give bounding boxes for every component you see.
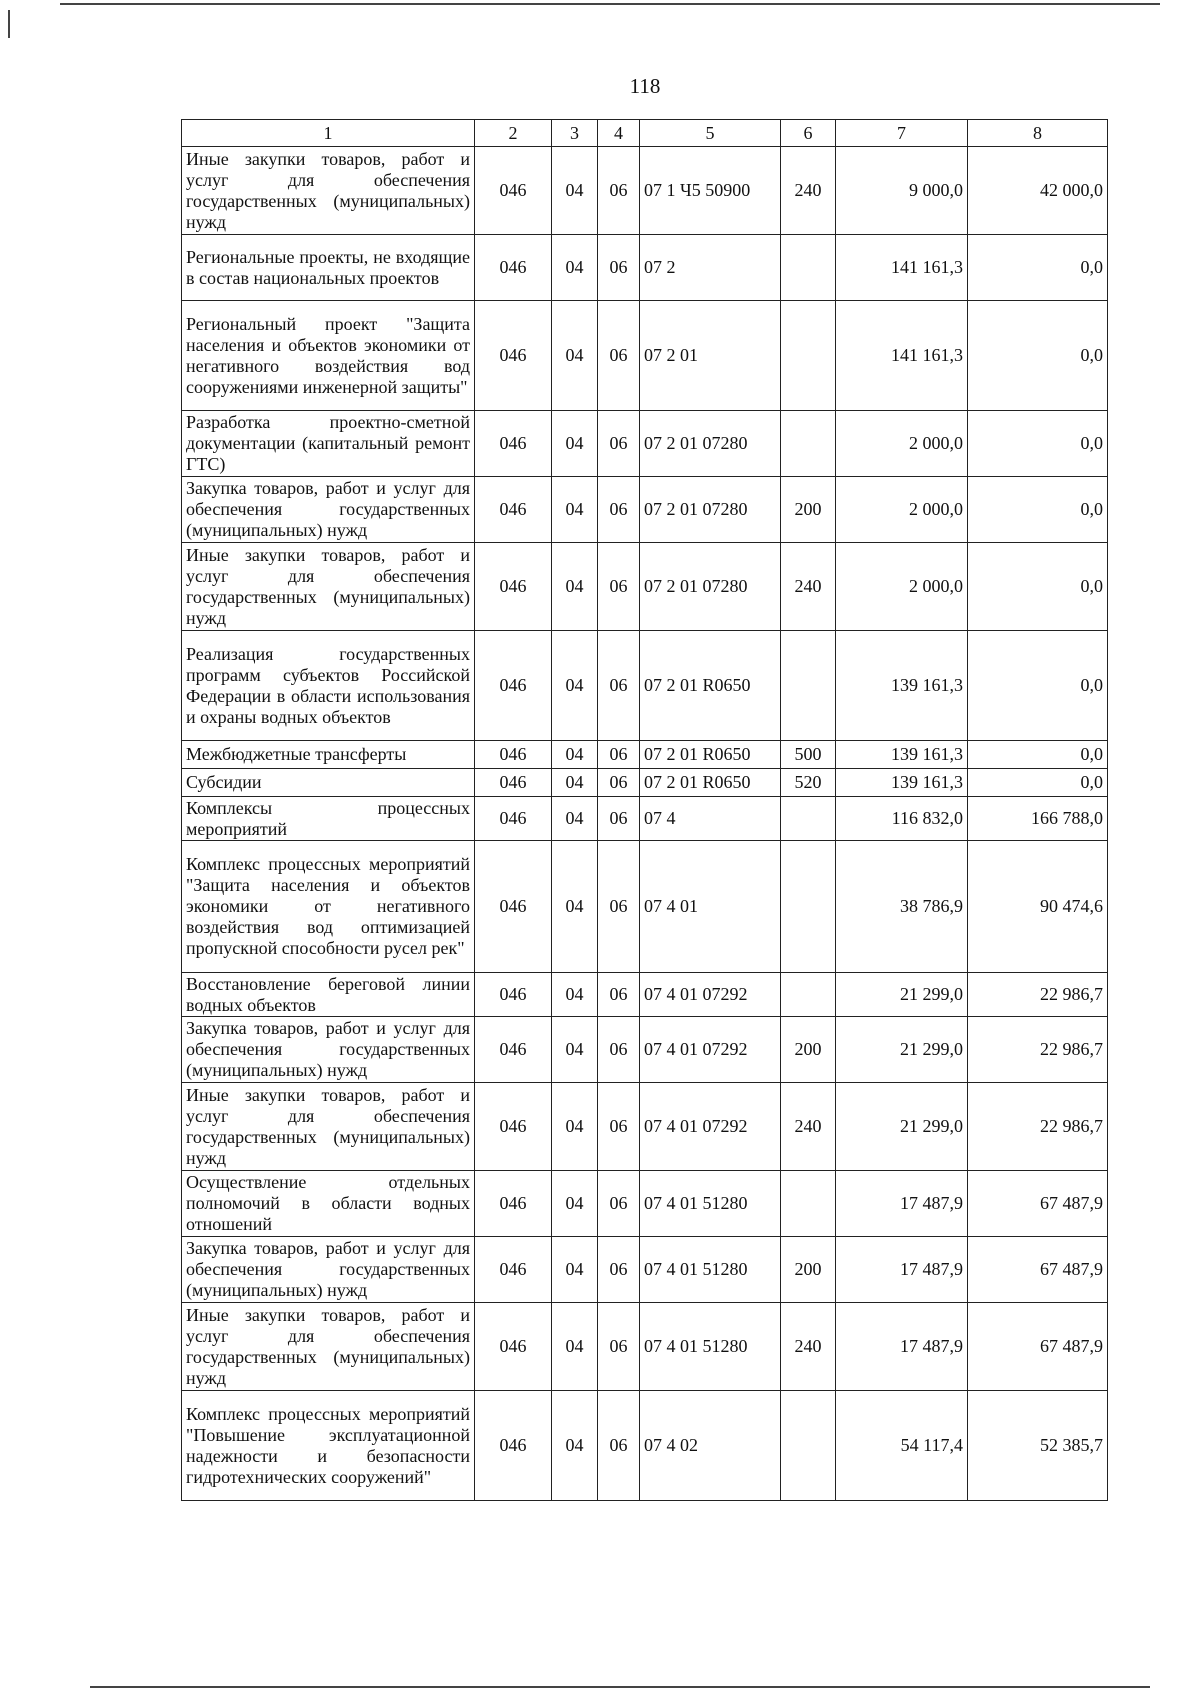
- row-grbs-cell: 046: [475, 769, 552, 797]
- row-amount-1-cell: 2 000,0: [836, 543, 968, 631]
- header-cell: 4: [598, 120, 640, 147]
- row-amount-1-cell: 38 786,9: [836, 841, 968, 973]
- table-row: [182, 973, 1108, 1017]
- header-row: [182, 120, 1108, 147]
- row-amount-2-cell: 22 986,7: [968, 1017, 1108, 1083]
- row-name-cell: Разработка проектно-сметной документации (капитальный ремонт ГТС): [182, 411, 475, 477]
- row-amount-2-cell: 0,0: [968, 477, 1108, 543]
- row-target-article-cell: 07 1 Ч5 50900: [640, 147, 781, 235]
- row-expense-type-cell: 200: [781, 1237, 836, 1303]
- row-target-article-cell: 07 2 01 R0650: [640, 631, 781, 741]
- row-section-cell: 04: [552, 741, 598, 769]
- row-expense-type-cell: 200: [781, 477, 836, 543]
- row-expense-type-cell: [781, 841, 836, 973]
- row-subsection-cell: 06: [598, 1083, 640, 1171]
- table-row: [182, 1237, 1108, 1303]
- row-amount-1-cell: 54 117,4: [836, 1391, 968, 1501]
- row-target-article-cell: 07 2 01 R0650: [640, 741, 781, 769]
- row-section-cell: 04: [552, 477, 598, 543]
- table-row: [182, 1017, 1108, 1083]
- row-grbs-cell: 046: [475, 235, 552, 301]
- row-expense-type-cell: [781, 411, 836, 477]
- row-expense-type-cell: [781, 973, 836, 1017]
- row-name-cell: Закупка товаров, работ и услуг для обеспечения государственных (муниципальных) нужд: [182, 1017, 475, 1083]
- row-section-cell: 04: [552, 147, 598, 235]
- row-amount-1-cell: 21 299,0: [836, 973, 968, 1017]
- row-amount-2-cell: 166 788,0: [968, 797, 1108, 841]
- row-target-article-cell: 07 4 01 07292: [640, 1083, 781, 1171]
- row-amount-1-cell: 2 000,0: [836, 477, 968, 543]
- row-target-article-cell: 07 4 01 07292: [640, 1017, 781, 1083]
- table-row: [182, 235, 1108, 301]
- row-expense-type-cell: 520: [781, 769, 836, 797]
- row-subsection-cell: 06: [598, 797, 640, 841]
- budget-table-body: [182, 147, 1108, 1501]
- row-subsection-cell: 06: [598, 1017, 640, 1083]
- table-row: [182, 841, 1108, 973]
- row-subsection-cell: 06: [598, 841, 640, 973]
- row-name-cell: Осуществление отдельных полномочий в области водных отношений: [182, 1171, 475, 1237]
- row-name-cell: Региональные проекты, не входящие в состав национальных проектов: [182, 235, 475, 301]
- header-cell: 3: [552, 120, 598, 147]
- table-row: [182, 1303, 1108, 1391]
- row-amount-2-cell: 52 385,7: [968, 1391, 1108, 1501]
- row-section-cell: 04: [552, 631, 598, 741]
- row-name-cell: Комплексы процессных мероприятий: [182, 797, 475, 841]
- row-amount-1-cell: 2 000,0: [836, 411, 968, 477]
- row-section-cell: 04: [552, 1391, 598, 1501]
- row-amount-2-cell: 0,0: [968, 543, 1108, 631]
- row-subsection-cell: 06: [598, 235, 640, 301]
- scan-bottom-border: [90, 1686, 1150, 1688]
- row-grbs-cell: 046: [475, 631, 552, 741]
- row-amount-2-cell: 0,0: [968, 411, 1108, 477]
- row-name-cell: Восстановление береговой линии водных объектов: [182, 973, 475, 1017]
- row-amount-1-cell: 21 299,0: [836, 1083, 968, 1171]
- row-subsection-cell: 06: [598, 741, 640, 769]
- row-amount-2-cell: 42 000,0: [968, 147, 1108, 235]
- row-section-cell: 04: [552, 769, 598, 797]
- row-name-cell: Комплекс процессных мероприятий "Защита населения и объектов экономики от негативного воздействия вод оптимизацией пропускной способности русел рек": [182, 841, 475, 973]
- row-expense-type-cell: 200: [781, 1017, 836, 1083]
- header-cell: 1: [182, 120, 475, 147]
- row-section-cell: 04: [552, 797, 598, 841]
- row-grbs-cell: 046: [475, 973, 552, 1017]
- row-amount-2-cell: 22 986,7: [968, 973, 1108, 1017]
- row-expense-type-cell: [781, 1391, 836, 1501]
- row-amount-2-cell: 0,0: [968, 631, 1108, 741]
- row-amount-2-cell: 0,0: [968, 301, 1108, 411]
- row-section-cell: 04: [552, 543, 598, 631]
- row-target-article-cell: 07 4 01 51280: [640, 1303, 781, 1391]
- row-subsection-cell: 06: [598, 543, 640, 631]
- row-grbs-cell: 046: [475, 1237, 552, 1303]
- row-expense-type-cell: [781, 797, 836, 841]
- row-expense-type-cell: 500: [781, 741, 836, 769]
- row-target-article-cell: 07 2 01 R0650: [640, 769, 781, 797]
- row-subsection-cell: 06: [598, 1237, 640, 1303]
- row-section-cell: 04: [552, 1303, 598, 1391]
- row-grbs-cell: 046: [475, 1391, 552, 1501]
- row-target-article-cell: 07 4: [640, 797, 781, 841]
- row-target-article-cell: 07 4 01 07292: [640, 973, 781, 1017]
- page-number: 118: [629, 74, 661, 98]
- row-amount-2-cell: 67 487,9: [968, 1237, 1108, 1303]
- row-expense-type-cell: 240: [781, 1303, 836, 1391]
- row-name-cell: Иные закупки товаров, работ и услуг для обеспечения государственных (муниципальных) нужд: [182, 543, 475, 631]
- row-name-cell: Закупка товаров, работ и услуг для обеспечения государственных (муниципальных) нужд: [182, 1237, 475, 1303]
- row-grbs-cell: 046: [475, 841, 552, 973]
- row-name-cell: Иные закупки товаров, работ и услуг для обеспечения государственных (муниципальных) нужд: [182, 1303, 475, 1391]
- row-section-cell: 04: [552, 1083, 598, 1171]
- row-grbs-cell: 046: [475, 543, 552, 631]
- row-subsection-cell: 06: [598, 411, 640, 477]
- table-row: [182, 543, 1108, 631]
- row-amount-2-cell: 0,0: [968, 741, 1108, 769]
- row-amount-1-cell: 17 487,9: [836, 1171, 968, 1237]
- row-subsection-cell: 06: [598, 1171, 640, 1237]
- row-subsection-cell: 06: [598, 1303, 640, 1391]
- row-target-article-cell: 07 4 01 51280: [640, 1237, 781, 1303]
- row-amount-1-cell: 141 161,3: [836, 235, 968, 301]
- row-grbs-cell: 046: [475, 411, 552, 477]
- row-name-cell: Комплекс процессных мероприятий "Повышение эксплуатационной надежности и безопасности гидротехнических сооружений": [182, 1391, 475, 1501]
- row-target-article-cell: 07 4 01 51280: [640, 1171, 781, 1237]
- row-target-article-cell: 07 2 01 07280: [640, 543, 781, 631]
- table-row: [182, 631, 1108, 741]
- table-row: [182, 741, 1108, 769]
- row-name-cell: Межбюджетные трансферты: [182, 741, 475, 769]
- row-amount-1-cell: 139 161,3: [836, 741, 968, 769]
- row-section-cell: 04: [552, 841, 598, 973]
- row-amount-2-cell: 67 487,9: [968, 1303, 1108, 1391]
- row-expense-type-cell: [781, 631, 836, 741]
- row-target-article-cell: 07 4 01: [640, 841, 781, 973]
- row-subsection-cell: 06: [598, 301, 640, 411]
- row-amount-2-cell: 0,0: [968, 235, 1108, 301]
- row-amount-1-cell: 17 487,9: [836, 1303, 968, 1391]
- row-name-cell: Реализация государственных программ субъектов Российской Федерации в области использования и охраны водных объектов: [182, 631, 475, 741]
- row-subsection-cell: 06: [598, 1391, 640, 1501]
- scan-left-mark: [8, 10, 10, 38]
- row-expense-type-cell: [781, 1171, 836, 1237]
- row-grbs-cell: 046: [475, 1017, 552, 1083]
- row-section-cell: 04: [552, 1017, 598, 1083]
- row-section-cell: 04: [552, 1171, 598, 1237]
- row-target-article-cell: 07 2 01 07280: [640, 411, 781, 477]
- row-subsection-cell: 06: [598, 477, 640, 543]
- row-target-article-cell: 07 4 02: [640, 1391, 781, 1501]
- row-section-cell: 04: [552, 411, 598, 477]
- row-section-cell: 04: [552, 1237, 598, 1303]
- scan-top-border: [60, 3, 1160, 5]
- row-section-cell: 04: [552, 301, 598, 411]
- row-name-cell: Субсидии: [182, 769, 475, 797]
- row-name-cell: Иные закупки товаров, работ и услуг для обеспечения государственных (муниципальных) нужд: [182, 147, 475, 235]
- row-grbs-cell: 046: [475, 1303, 552, 1391]
- row-amount-1-cell: 17 487,9: [836, 1237, 968, 1303]
- table-row: [182, 147, 1108, 235]
- row-target-article-cell: 07 2: [640, 235, 781, 301]
- row-grbs-cell: 046: [475, 147, 552, 235]
- row-grbs-cell: 046: [475, 741, 552, 769]
- row-target-article-cell: 07 2 01 07280: [640, 477, 781, 543]
- row-grbs-cell: 046: [475, 301, 552, 411]
- row-expense-type-cell: 240: [781, 543, 836, 631]
- row-amount-2-cell: 67 487,9: [968, 1171, 1108, 1237]
- row-expense-type-cell: 240: [781, 1083, 836, 1171]
- table-row: [182, 477, 1108, 543]
- table-row: [182, 301, 1108, 411]
- row-amount-1-cell: 21 299,0: [836, 1017, 968, 1083]
- header-cell: 5: [640, 120, 781, 147]
- row-amount-1-cell: 139 161,3: [836, 631, 968, 741]
- row-subsection-cell: 06: [598, 631, 640, 741]
- row-amount-2-cell: 22 986,7: [968, 1083, 1108, 1171]
- row-name-cell: Региональный проект "Защита населения и объектов экономики от негативного воздействия вод сооружениями инженерной защиты": [182, 301, 475, 411]
- header-cell: 2: [475, 120, 552, 147]
- row-expense-type-cell: [781, 235, 836, 301]
- row-grbs-cell: 046: [475, 1171, 552, 1237]
- row-target-article-cell: 07 2 01: [640, 301, 781, 411]
- budget-table: [181, 119, 1108, 1501]
- header-cell: 6: [781, 120, 836, 147]
- table-row: [182, 797, 1108, 841]
- table-row: [182, 1171, 1108, 1237]
- row-grbs-cell: 046: [475, 797, 552, 841]
- row-section-cell: 04: [552, 235, 598, 301]
- row-name-cell: Закупка товаров, работ и услуг для обеспечения государственных (муниципальных) нужд: [182, 477, 475, 543]
- row-subsection-cell: 06: [598, 769, 640, 797]
- row-amount-2-cell: 0,0: [968, 769, 1108, 797]
- row-grbs-cell: 046: [475, 477, 552, 543]
- table-row: [182, 411, 1108, 477]
- row-grbs-cell: 046: [475, 1083, 552, 1171]
- row-amount-2-cell: 90 474,6: [968, 841, 1108, 973]
- row-name-cell: Иные закупки товаров, работ и услуг для обеспечения государственных (муниципальных) нужд: [182, 1083, 475, 1171]
- header-cell: 7: [836, 120, 968, 147]
- row-amount-1-cell: 139 161,3: [836, 769, 968, 797]
- row-expense-type-cell: 240: [781, 147, 836, 235]
- header-cell: 8: [968, 120, 1108, 147]
- row-section-cell: 04: [552, 973, 598, 1017]
- row-subsection-cell: 06: [598, 973, 640, 1017]
- row-subsection-cell: 06: [598, 147, 640, 235]
- row-amount-1-cell: 9 000,0: [836, 147, 968, 235]
- table-row: [182, 1083, 1108, 1171]
- table-row: [182, 1391, 1108, 1501]
- row-amount-1-cell: 141 161,3: [836, 301, 968, 411]
- row-amount-1-cell: 116 832,0: [836, 797, 968, 841]
- table-row: [182, 769, 1108, 797]
- row-expense-type-cell: [781, 301, 836, 411]
